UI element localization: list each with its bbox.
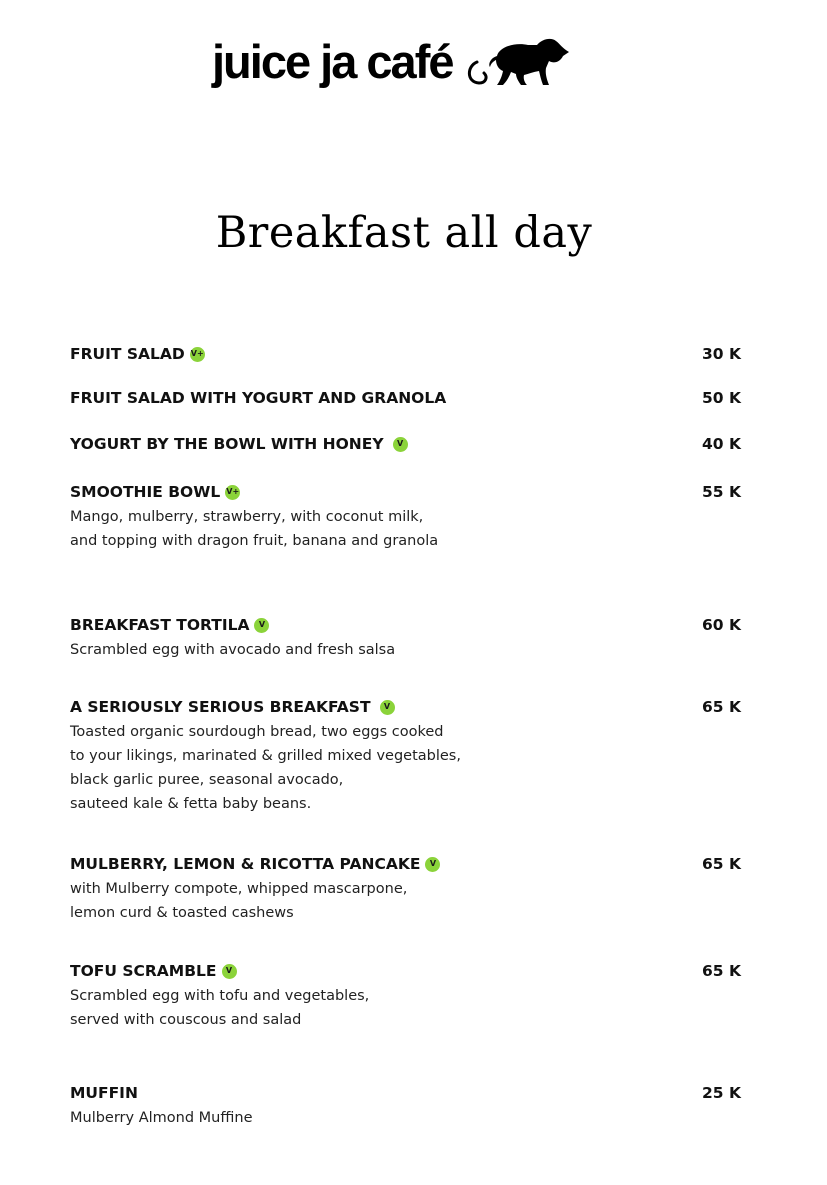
item-description: Mango, mulberry, strawberry, with coconut milk, and topping with dragon fruit, banana and granola [70, 509, 439, 549]
item-name: BREAKFAST TORTILA [70, 616, 250, 634]
vegetarian-icon: V [254, 618, 269, 633]
menu-item-fruit-salad-yogurt-granola [70, 387, 750, 409]
item-description: Scrambled egg with avocado and fresh salsa [70, 642, 396, 658]
item-name: MUFFIN [70, 1084, 138, 1102]
item-name: YOGURT BY THE BOWL WITH HONEY [70, 435, 384, 453]
item-name: A SERIOUSLY SERIOUS BREAKFAST [70, 698, 371, 716]
menu-item-tofu-scramble [70, 960, 750, 1032]
item-description: with Mulberry compote, whipped mascarpone, lemon curd & toasted cashews [70, 881, 408, 921]
vegetarian-icon: V [380, 700, 395, 715]
vegetarian-icon: V [425, 857, 440, 872]
item-name-row [70, 853, 440, 875]
item-name-row [70, 343, 205, 365]
item-name-row [70, 387, 446, 409]
brand-name: juice ja café [212, 35, 453, 88]
item-price: 60 K [702, 616, 741, 634]
menu-item-yogurt-bowl [70, 433, 750, 455]
brand-logo [212, 35, 575, 88]
item-name-row [70, 1082, 138, 1104]
vegan-icon: V+ [190, 347, 205, 362]
menu-item-muffin [70, 1082, 750, 1130]
menu-item-breakfast-tortila [70, 614, 750, 662]
vegetarian-icon: V [222, 964, 237, 979]
item-name: FRUIT SALAD WITH YOGURT AND GRANOLA [70, 389, 447, 407]
item-name-row [70, 696, 395, 718]
item-description: Toasted organic sourdough bread, two eggs cooked to your likings, marinated & grilled mixed vegetables, black garlic puree, seasonal avocado, sauteed kale & fetta baby beans. [70, 724, 461, 812]
item-name: TOFU SCRAMBLE [70, 962, 217, 980]
item-description: Mulberry Almond Muffine [70, 1110, 253, 1126]
item-price: 65 K [702, 962, 741, 980]
section-title: Breakfast all day [215, 208, 593, 258]
menu-item-smoothie-bowl [70, 481, 750, 553]
item-name: SMOOTHIE BOWL [70, 483, 221, 501]
vegan-icon: V+ [225, 485, 240, 500]
item-description: Scrambled egg with tofu and vegetables, served with couscous and salad [70, 988, 370, 1028]
item-name-row [70, 433, 408, 455]
item-price: 55 K [702, 483, 741, 501]
item-price: 25 K [702, 1084, 741, 1102]
item-name: FRUIT SALAD [70, 345, 185, 363]
item-price: 30 K [702, 345, 741, 363]
item-name-row [70, 960, 237, 982]
vegetarian-icon: V [393, 437, 408, 452]
menu-item-mulberry-pancake [70, 853, 750, 925]
item-price: 40 K [702, 435, 741, 453]
item-name: MULBERRY, LEMON & RICOTTA PANCAKE [70, 855, 421, 873]
item-name-row [70, 481, 240, 503]
menu-item-seriously-serious-breakfast [70, 696, 750, 816]
item-name-row [70, 614, 269, 636]
item-price: 65 K [702, 698, 741, 716]
monkey-icon [463, 36, 575, 88]
item-price: 65 K [702, 855, 741, 873]
menu-item-fruit-salad [70, 343, 750, 365]
item-price: 50 K [702, 389, 741, 407]
